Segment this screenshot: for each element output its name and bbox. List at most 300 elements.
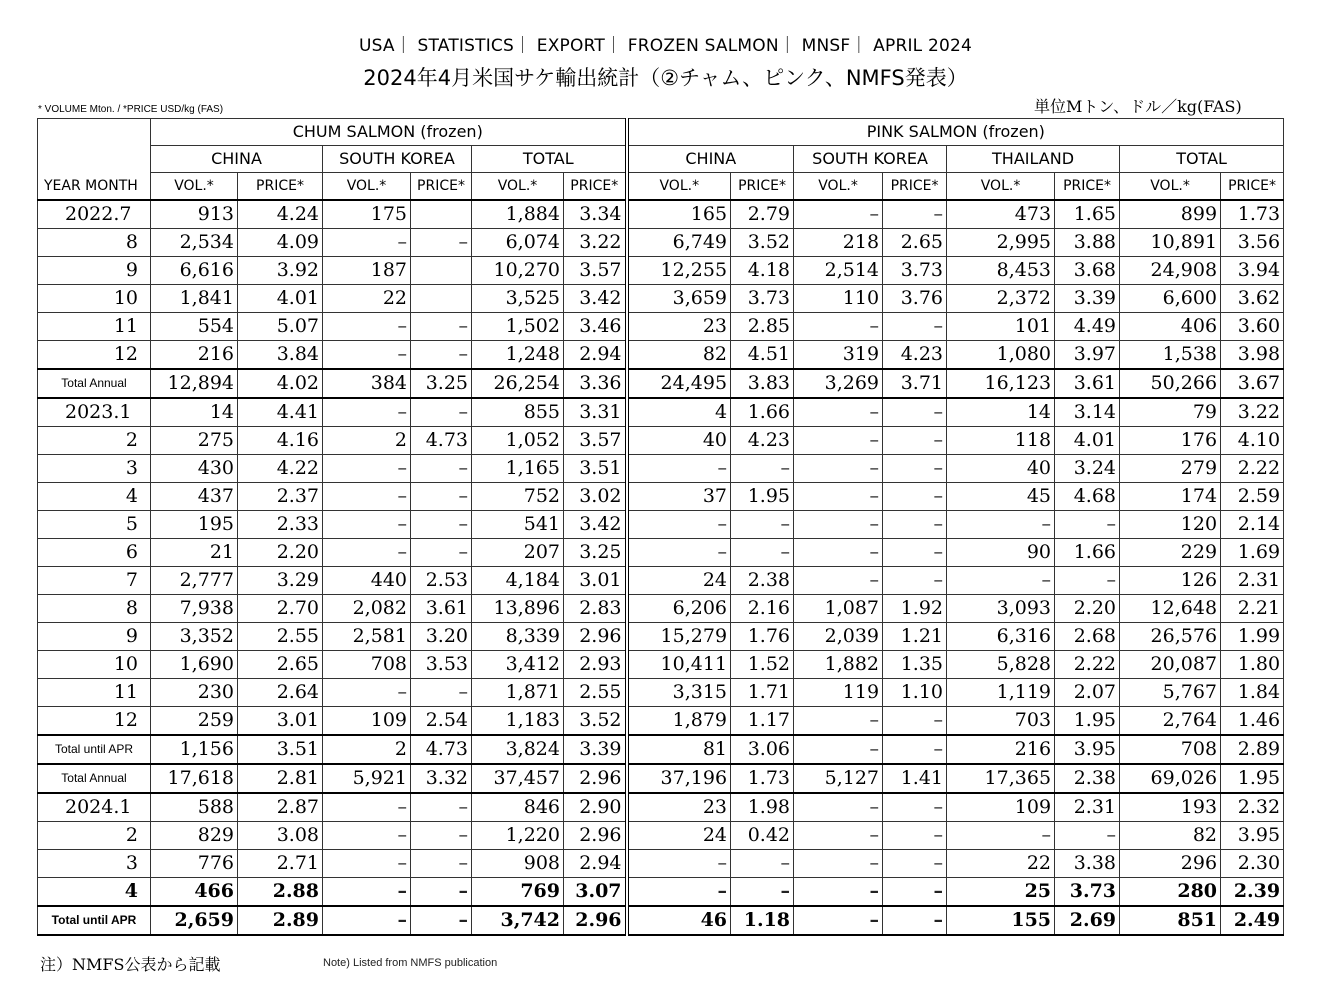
table-row [38, 313, 1284, 341]
table-cell: 440 [323, 567, 411, 595]
table-cell: 1,119 [947, 679, 1055, 707]
table-cell: 4.01 [1055, 427, 1120, 455]
table-cell: 4.01 [238, 285, 323, 313]
table-cell: 12,648 [1120, 595, 1221, 623]
table-cell: 1,183 [472, 707, 564, 736]
table-row [38, 455, 1284, 483]
table-cell: 14 [151, 398, 238, 427]
table-cell: 4.10 [1221, 427, 1284, 455]
table-cell: 2,995 [947, 229, 1055, 257]
table-cell: 13,896 [472, 595, 564, 623]
table-cell: 1,538 [1120, 341, 1221, 370]
table-cell: 1.69 [1221, 539, 1284, 567]
table-cell: – [883, 735, 947, 764]
table-cell: 3.67 [1221, 369, 1284, 398]
table-cell: 4.18 [731, 257, 794, 285]
table-cell: 846 [472, 793, 564, 822]
table-cell: 1.99 [1221, 623, 1284, 651]
table-cell: – [627, 850, 731, 878]
table-row [38, 623, 1284, 651]
table-cell: 2.70 [238, 595, 323, 623]
table-cell: – [411, 511, 472, 539]
table-cell: 1,080 [947, 341, 1055, 370]
price-header: PRICE* [731, 173, 794, 201]
table-cell: 1,087 [794, 595, 883, 623]
table-cell: 82 [1120, 822, 1221, 850]
table-cell: 2.16 [731, 595, 794, 623]
table-cell: 296 [1120, 850, 1221, 878]
table-cell: 46 [627, 906, 731, 935]
table-cell: 23 [627, 793, 731, 822]
table-cell: 218 [794, 229, 883, 257]
table-row [38, 595, 1284, 623]
table-cell: – [323, 793, 411, 822]
table-cell: 165 [627, 200, 731, 229]
table-cell: – [323, 906, 411, 935]
table-cell: – [323, 822, 411, 850]
table-cell: 2.88 [238, 878, 323, 907]
table-cell: 319 [794, 341, 883, 370]
row-label: 2023.1 [38, 398, 151, 427]
table-cell: 2.20 [1055, 595, 1120, 623]
table-cell: 2.93 [564, 651, 627, 679]
table-cell: – [883, 483, 947, 511]
table-cell: 119 [794, 679, 883, 707]
table-cell: 81 [627, 735, 731, 764]
table-row [38, 651, 1284, 679]
table-cell: 1.10 [883, 679, 947, 707]
table-cell: 3.95 [1055, 735, 1120, 764]
table-row [38, 200, 1284, 229]
table-cell: 2,039 [794, 623, 883, 651]
table-cell: 3.38 [1055, 850, 1120, 878]
table-cell: – [411, 906, 472, 935]
table-cell: 216 [947, 735, 1055, 764]
table-cell: 23 [627, 313, 731, 341]
table-cell: 187 [323, 257, 411, 285]
table-cell: 5.07 [238, 313, 323, 341]
table-cell [411, 257, 472, 285]
table-cell: 2.54 [411, 707, 472, 736]
pink-salmon-header: PINK SALMON (frozen) [627, 119, 1284, 146]
table-row [38, 764, 1284, 793]
table-cell: – [794, 455, 883, 483]
table-cell: 3,742 [472, 906, 564, 935]
table-cell: 110 [794, 285, 883, 313]
table-cell: – [794, 313, 883, 341]
table-cell: – [947, 511, 1055, 539]
table-cell: 1.80 [1221, 651, 1284, 679]
table-row [38, 793, 1284, 822]
table-cell: 101 [947, 313, 1055, 341]
table-cell: 109 [323, 707, 411, 736]
table-cell: 275 [151, 427, 238, 455]
table-cell: – [323, 878, 411, 907]
table-cell: 0.42 [731, 822, 794, 850]
table-row [38, 229, 1284, 257]
table-row [38, 539, 1284, 567]
table-cell: 24 [627, 822, 731, 850]
table-cell: 1.41 [883, 764, 947, 793]
table-cell: – [411, 539, 472, 567]
table-cell: 3.22 [1221, 398, 1284, 427]
table-cell: 2.87 [238, 793, 323, 822]
table-cell: 230 [151, 679, 238, 707]
row-label: 11 [38, 313, 151, 341]
price-header: PRICE* [564, 173, 627, 201]
table-cell: – [1055, 567, 1120, 595]
table-cell: 22 [947, 850, 1055, 878]
table-cell: 3.52 [731, 229, 794, 257]
table-cell: 3.36 [564, 369, 627, 398]
table-cell: 21 [151, 539, 238, 567]
table-cell: 2.49 [1221, 906, 1284, 935]
price-header: PRICE* [1055, 173, 1120, 201]
table-cell: – [794, 511, 883, 539]
table-cell: – [731, 511, 794, 539]
table-cell: 8,453 [947, 257, 1055, 285]
row-label: 2022.7 [38, 200, 151, 229]
table-cell: 7,938 [151, 595, 238, 623]
row-label: 3 [38, 455, 151, 483]
table-cell: 3.76 [883, 285, 947, 313]
table-cell: – [883, 850, 947, 878]
table-cell: 2.38 [731, 567, 794, 595]
table-cell: 541 [472, 511, 564, 539]
table-cell: – [411, 398, 472, 427]
table-row [38, 427, 1284, 455]
table-cell: 207 [472, 539, 564, 567]
table-cell: 2.69 [1055, 906, 1120, 935]
table-cell: 2.96 [564, 822, 627, 850]
table-cell: 2.71 [238, 850, 323, 878]
table-cell: – [731, 850, 794, 878]
row-label: Total until APR [38, 735, 151, 764]
table-cell: – [883, 822, 947, 850]
table-cell: – [947, 567, 1055, 595]
table-cell: – [323, 850, 411, 878]
table-cell: 752 [472, 483, 564, 511]
table-cell: – [883, 398, 947, 427]
table-cell: 3.46 [564, 313, 627, 341]
table-cell: 3.92 [238, 257, 323, 285]
table-cell: 37 [627, 483, 731, 511]
table-cell: 2,777 [151, 567, 238, 595]
table-cell: 3.98 [1221, 341, 1284, 370]
table-cell: – [883, 707, 947, 736]
table-cell: – [411, 313, 472, 341]
table-cell: – [323, 313, 411, 341]
table-cell: 3.14 [1055, 398, 1120, 427]
table-cell: 3.31 [564, 398, 627, 427]
table-cell: – [883, 567, 947, 595]
table-cell: 24 [627, 567, 731, 595]
row-label: 2 [38, 822, 151, 850]
table-cell: 1.84 [1221, 679, 1284, 707]
vol-header: VOL.* [947, 173, 1055, 201]
row-label: 2 [38, 427, 151, 455]
table-cell: 3.97 [1055, 341, 1120, 370]
table-cell: 2.90 [564, 793, 627, 822]
table-cell: 5,921 [323, 764, 411, 793]
table-cell: 4 [627, 398, 731, 427]
table-cell: 913 [151, 200, 238, 229]
table-cell: 1,871 [472, 679, 564, 707]
table-cell: 5,828 [947, 651, 1055, 679]
table-cell: 50,266 [1120, 369, 1221, 398]
table-cell: 155 [947, 906, 1055, 935]
table-cell: 3,269 [794, 369, 883, 398]
table-cell: 855 [472, 398, 564, 427]
table-cell [411, 285, 472, 313]
row-label: 12 [38, 707, 151, 736]
table-cell: 120 [1120, 511, 1221, 539]
table-cell: 4.23 [731, 427, 794, 455]
table-cell: 2,659 [151, 906, 238, 935]
table-cell: 3.01 [238, 707, 323, 736]
table-cell: 1.66 [731, 398, 794, 427]
table-cell: – [794, 822, 883, 850]
table-cell: 126 [1120, 567, 1221, 595]
table-cell: 45 [947, 483, 1055, 511]
table-cell: 2.83 [564, 595, 627, 623]
table-cell: 3.08 [238, 822, 323, 850]
table-row [38, 878, 1284, 907]
table-cell: – [411, 850, 472, 878]
row-label: 8 [38, 595, 151, 623]
table-cell: 588 [151, 793, 238, 822]
table-cell: 3.51 [238, 735, 323, 764]
table-cell: 3,352 [151, 623, 238, 651]
table-cell: 2.53 [411, 567, 472, 595]
table-row [38, 285, 1284, 313]
table-cell: 1,502 [472, 313, 564, 341]
table-cell: 259 [151, 707, 238, 736]
price-header: PRICE* [411, 173, 472, 201]
table-cell: – [411, 483, 472, 511]
table-cell: 37,196 [627, 764, 731, 793]
table-cell: 90 [947, 539, 1055, 567]
table-cell: 2.68 [1055, 623, 1120, 651]
table-cell: 10,270 [472, 257, 564, 285]
table-row [38, 822, 1284, 850]
table-cell: 4.68 [1055, 483, 1120, 511]
table-cell: – [323, 511, 411, 539]
table-cell: 4.22 [238, 455, 323, 483]
table-cell: – [411, 455, 472, 483]
table-cell: – [883, 906, 947, 935]
table-cell: – [627, 878, 731, 907]
table-cell: – [883, 793, 947, 822]
table-cell: 3.29 [238, 567, 323, 595]
table-cell: 14 [947, 398, 1055, 427]
table-cell: 3.95 [1221, 822, 1284, 850]
table-cell: – [794, 906, 883, 935]
row-label: 2024.1 [38, 793, 151, 822]
table-cell: 109 [947, 793, 1055, 822]
table-cell: 17,365 [947, 764, 1055, 793]
table-cell: – [411, 878, 472, 907]
table-cell: 6,074 [472, 229, 564, 257]
table-cell: 430 [151, 455, 238, 483]
table-cell: 3.88 [1055, 229, 1120, 257]
table-cell: 1,052 [472, 427, 564, 455]
table-cell: 12,894 [151, 369, 238, 398]
table-cell: 1.46 [1221, 707, 1284, 736]
table-cell: 703 [947, 707, 1055, 736]
table-cell: 2.85 [731, 313, 794, 341]
table-cell: 2.59 [1221, 483, 1284, 511]
table-cell: 2,514 [794, 257, 883, 285]
table-cell: – [883, 878, 947, 907]
pink-south-korea-header: SOUTH KOREA [794, 146, 947, 173]
table-cell: 1,690 [151, 651, 238, 679]
table-cell: – [883, 455, 947, 483]
table-cell: 1.92 [883, 595, 947, 623]
table-cell: 1,248 [472, 341, 564, 370]
table-cell: 176 [1120, 427, 1221, 455]
table-cell: 554 [151, 313, 238, 341]
table-cell: 708 [323, 651, 411, 679]
table-cell: 3,412 [472, 651, 564, 679]
table-cell: – [323, 539, 411, 567]
table-cell: 3,659 [627, 285, 731, 313]
table-row [38, 850, 1284, 878]
table-cell: – [794, 707, 883, 736]
table-cell: 195 [151, 511, 238, 539]
table-cell: 2,581 [323, 623, 411, 651]
table-row [38, 511, 1284, 539]
table-cell: 69,026 [1120, 764, 1221, 793]
table-cell: 5,767 [1120, 679, 1221, 707]
table-cell: 3.39 [564, 735, 627, 764]
table-cell: 2,534 [151, 229, 238, 257]
table-cell: 3.06 [731, 735, 794, 764]
table-cell: – [794, 483, 883, 511]
report-header: USA｜ STATISTICS｜ EXPORT｜ FROZEN SALMON｜ MNSF｜ APRIL 2024 [358, 36, 973, 56]
table-cell: 1.66 [1055, 539, 1120, 567]
table-row [38, 341, 1284, 370]
table-cell: – [323, 455, 411, 483]
table-cell: 3,093 [947, 595, 1055, 623]
table-cell: 1.76 [731, 623, 794, 651]
table-cell: 384 [323, 369, 411, 398]
table-cell: 2.31 [1055, 793, 1120, 822]
table-cell: 2.14 [1221, 511, 1284, 539]
chum-south-korea-header: SOUTH KOREA [323, 146, 472, 173]
table-cell: – [411, 341, 472, 370]
table-cell: 3.51 [564, 455, 627, 483]
table-cell: 769 [472, 878, 564, 907]
table-cell: 1.95 [1055, 707, 1120, 736]
table-cell: 3.73 [883, 257, 947, 285]
table-cell: 2.21 [1221, 595, 1284, 623]
table-cell: – [411, 679, 472, 707]
vol-header: VOL.* [472, 173, 564, 201]
table-cell: 3.25 [411, 369, 472, 398]
table-cell: 851 [1120, 906, 1221, 935]
table-cell: – [323, 398, 411, 427]
table-cell: 1.95 [1221, 764, 1284, 793]
table-cell: 174 [1120, 483, 1221, 511]
row-label: 8 [38, 229, 151, 257]
table-row [38, 735, 1284, 764]
table-cell: 3.02 [564, 483, 627, 511]
table-cell: – [323, 679, 411, 707]
table-cell: 1,156 [151, 735, 238, 764]
table-cell: 2.94 [564, 341, 627, 370]
table-cell: 4.41 [238, 398, 323, 427]
table-cell: 3.62 [1221, 285, 1284, 313]
table-cell: 4.09 [238, 229, 323, 257]
table-cell: 3.56 [1221, 229, 1284, 257]
table-cell: 6,316 [947, 623, 1055, 651]
table-cell: – [627, 511, 731, 539]
table-cell: 279 [1120, 455, 1221, 483]
row-label: 4 [38, 878, 151, 907]
table-cell: – [794, 793, 883, 822]
table-cell: 3.73 [731, 285, 794, 313]
chum-china-header: CHINA [151, 146, 323, 173]
table-cell: 25 [947, 878, 1055, 907]
table-cell: 5,127 [794, 764, 883, 793]
table-cell: 2.81 [238, 764, 323, 793]
table-cell: 3.07 [564, 878, 627, 907]
table-cell: 4.73 [411, 427, 472, 455]
table-cell: 6,206 [627, 595, 731, 623]
table-cell: 4.23 [883, 341, 947, 370]
vol-header: VOL.* [151, 173, 238, 201]
table-cell: 4.16 [238, 427, 323, 455]
table-cell: 2,372 [947, 285, 1055, 313]
table-cell: 473 [947, 200, 1055, 229]
table-cell: – [794, 200, 883, 229]
table-cell: 1.73 [1221, 200, 1284, 229]
table-cell: – [794, 427, 883, 455]
year-month-header: YEAR MONTH [38, 119, 151, 201]
table-cell: 1.73 [731, 764, 794, 793]
table-cell: – [411, 229, 472, 257]
table-cell [411, 200, 472, 229]
table-cell: 2.07 [1055, 679, 1120, 707]
pink-total-header: TOTAL [1120, 146, 1284, 173]
table-cell: 2.94 [564, 850, 627, 878]
table-cell: 3,525 [472, 285, 564, 313]
row-label: 10 [38, 651, 151, 679]
table-cell: – [883, 427, 947, 455]
table-cell: 280 [1120, 878, 1221, 907]
table-cell: – [947, 822, 1055, 850]
row-label: 10 [38, 285, 151, 313]
table-cell: – [794, 567, 883, 595]
table-cell: 1.71 [731, 679, 794, 707]
table-cell: 2.55 [238, 623, 323, 651]
table-cell: 3.01 [564, 567, 627, 595]
table-row [38, 257, 1284, 285]
table-cell: 229 [1120, 539, 1221, 567]
table-cell: – [323, 229, 411, 257]
table-cell: 2.96 [564, 623, 627, 651]
table-cell: – [1055, 822, 1120, 850]
table-cell: 26,254 [472, 369, 564, 398]
table-cell: 2.55 [564, 679, 627, 707]
row-label: 11 [38, 679, 151, 707]
table-cell: 6,600 [1120, 285, 1221, 313]
table-cell: 3.60 [1221, 313, 1284, 341]
table-cell: 3.42 [564, 511, 627, 539]
table-cell: 2.65 [883, 229, 947, 257]
table-cell: 3.42 [564, 285, 627, 313]
